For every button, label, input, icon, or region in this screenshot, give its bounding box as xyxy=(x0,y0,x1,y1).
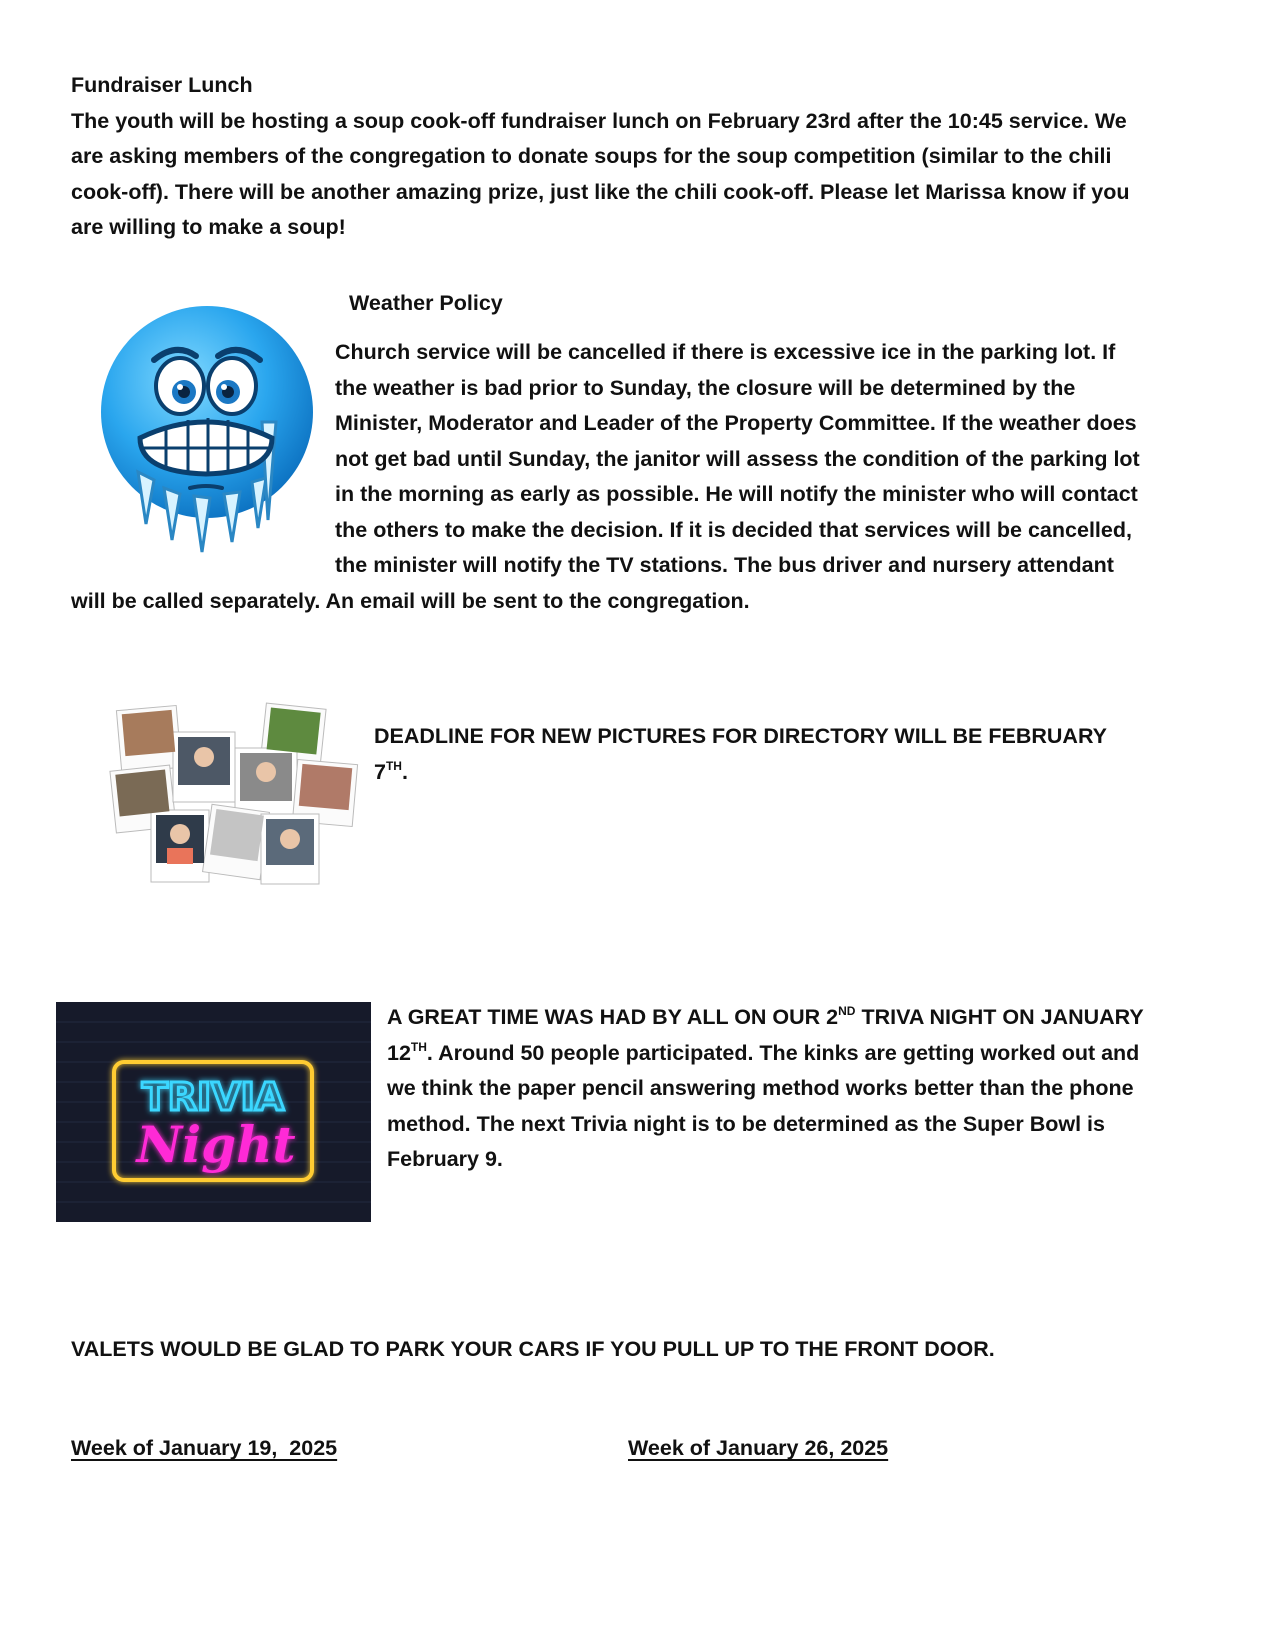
fundraiser-section xyxy=(71,68,1151,246)
weather-body-text: Church service will be cancelled if there is excessive ice in the parking lot. If the weather is bad prior to Sunday, the closure will be determined by the Minister, Moderator and Leader of the Property Committee. If the weather does not get bad until Sunday, the janitor will assess the condition of the parking lot in the morning as early as possible. He will notify the minister who will contact the others to make the decision. If it is decided that services will be cancelled, the minister will notify the TV stations. The bus driver and nursery attendant will be called separately. An email will be sent to the congregation. xyxy=(71,340,1140,613)
trivia-text xyxy=(387,1000,1157,1178)
weather-body xyxy=(71,335,1153,619)
trivia-sign-word2: Night xyxy=(136,1115,296,1174)
weather-title: Weather Policy xyxy=(349,291,503,315)
photo-collage xyxy=(107,702,363,892)
directory-deadline-text xyxy=(374,719,1144,790)
fundraiser-body: The youth will be hosting a soup cook-off fundraiser lunch on February 23rd after the 10:45 service. We are asking members of the congregation to donate soups for the soup competition (similar to the chili cook-off). There will be another amazing prize, just like the chili cook-off. Please let Marissa know if you are willing to make a soup! xyxy=(71,108,1130,239)
week-left-heading: Week of January 19, 2025 xyxy=(71,1436,338,1460)
trivia-text-part1: A GREAT TIME WAS HAD BY ALL ON OUR 2 xyxy=(387,1005,839,1029)
week-right-heading: Week of January 26, 2025 xyxy=(628,1436,889,1460)
trivia-sup1: ND xyxy=(838,1004,856,1018)
valets-notice: VALETS WOULD BE GLAD TO PARK YOUR CARS IF YOU PULL UP TO THE FRONT DOOR. xyxy=(71,1337,995,1361)
trivia-text-part2: TRIVA NIGHT ON JANUARY 12 xyxy=(387,1005,1144,1065)
trivia-text-part3: . Around 50 people participated. The kinks are getting worked out and we think the paper pencil answering method works better than the phone method. The next Trivia night is to be determined as the Super Bowl is February 9. xyxy=(387,1040,1140,1171)
fundraiser-title: Fundraiser Lunch xyxy=(71,73,253,97)
directory-text-main: DEADLINE FOR NEW PICTURES FOR DIRECTORY WILL BE FEBRUARY 7 xyxy=(374,724,1107,784)
trivia-sign-word1: TRIVIA xyxy=(141,1075,285,1119)
weather-image-spacer xyxy=(71,335,335,549)
directory-text-sup: TH xyxy=(385,758,402,773)
directory-text-end: . xyxy=(401,759,408,784)
trivia-night-sign-image xyxy=(56,1002,371,1222)
trivia-sup2: TH xyxy=(410,1039,427,1054)
